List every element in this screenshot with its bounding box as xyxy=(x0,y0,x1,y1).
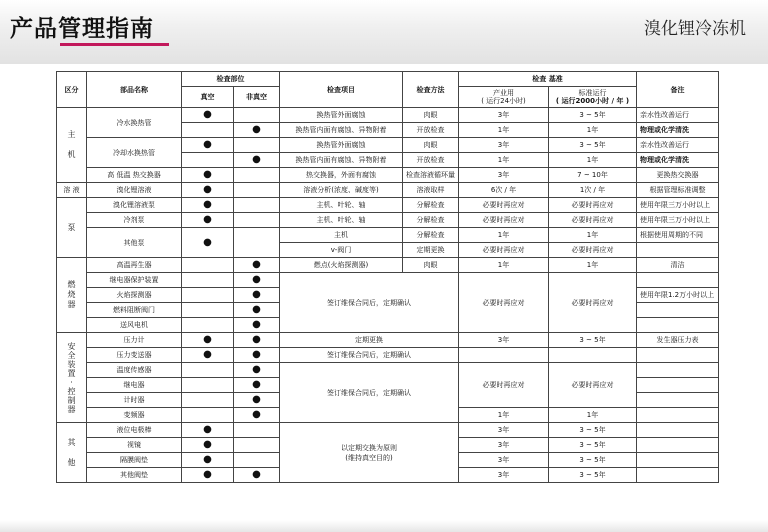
vacuum-dot: ● xyxy=(182,348,234,363)
normal-value: 1年 xyxy=(549,228,637,243)
normal-empty xyxy=(549,348,637,363)
industrial-value: 1年 xyxy=(459,408,549,423)
industrial-value: 1年 xyxy=(459,123,549,138)
nonvacuum-empty xyxy=(234,213,280,228)
vacuum-dot: ● xyxy=(182,168,234,183)
part-name: 冷剂泵 xyxy=(87,213,182,228)
normal-value: 1年 xyxy=(549,408,637,423)
check-item: 主机、叶轮、轴 xyxy=(280,213,403,228)
check-method: 肉眼 xyxy=(403,138,459,153)
industrial-value: 3年 xyxy=(459,168,549,183)
vacuum-dot: ● xyxy=(182,183,234,198)
check-item: 换热管外面腐蚀 xyxy=(280,108,403,123)
header-location: 检查部位 xyxy=(182,72,280,87)
table-row xyxy=(57,333,719,348)
part-name: 其他阀垫 xyxy=(87,468,182,483)
table-row xyxy=(57,363,719,378)
remark-empty xyxy=(637,378,719,393)
industrial-value: 3年 xyxy=(459,453,549,468)
header-industrial-sub: ( 运行24小时) xyxy=(481,97,526,105)
vacuum-dot: ● xyxy=(182,333,234,348)
check-item: 换热管内面有腐蚀、异物附着 xyxy=(280,123,403,138)
remark-empty xyxy=(637,363,719,378)
vacuum-empty xyxy=(182,408,234,423)
remark-empty xyxy=(637,408,719,423)
part-name: 继电器保护装置 xyxy=(87,273,182,288)
check-item: 签订维保合同后，定期确认 xyxy=(280,348,459,363)
vacuum-empty xyxy=(182,123,234,138)
industrial-empty xyxy=(459,348,549,363)
nonvacuum-dot: ● xyxy=(234,378,280,393)
industrial-value: 3年 xyxy=(459,423,549,438)
part-name: 送风电机 xyxy=(87,318,182,333)
normal-value: 3 ~ 5年 xyxy=(549,108,637,123)
header-remark: 备注 xyxy=(637,72,719,108)
part-name: 压力变送器 xyxy=(87,348,182,363)
check-item: 燃点(火焰探测器) xyxy=(280,258,403,273)
remark: 发生器压力表 xyxy=(637,333,719,348)
header-normal-sub: ( 运行2000小时 / 年 ) xyxy=(555,97,630,105)
normal-value: 3 ~ 5年 xyxy=(549,423,637,438)
check-item: 主机 xyxy=(280,228,403,243)
part-name: 高 低温 热交换器 xyxy=(87,168,182,183)
check-method: 开放检查 xyxy=(403,153,459,168)
remark-empty xyxy=(637,303,719,318)
normal-value: 1年 xyxy=(549,153,637,168)
vacuum-empty xyxy=(182,153,234,168)
check-item: 热交换器，外面有腐蚀 xyxy=(280,168,403,183)
check-method: 分解检查 xyxy=(403,198,459,213)
normal-value: 3 ~ 5年 xyxy=(549,453,637,468)
control-normal: 必要时再应对 xyxy=(549,363,637,408)
normal-value: 1年 xyxy=(549,258,637,273)
header-item: 检查项目 xyxy=(280,72,403,108)
table-row xyxy=(57,348,719,363)
check-method: 开放检查 xyxy=(403,123,459,138)
industrial-value: 3年 xyxy=(459,438,549,453)
nonvacuum-empty xyxy=(234,438,280,453)
vacuum-dot: ● xyxy=(182,228,234,258)
nonvacuum-dot: ● xyxy=(234,348,280,363)
table-row xyxy=(57,258,719,273)
control-check-item: 签订维保合同后，定期确认 xyxy=(280,363,459,423)
table-row xyxy=(57,273,719,288)
nonvacuum-empty xyxy=(234,198,280,213)
check-method: 肉眼 xyxy=(403,108,459,123)
burner-normal: 必要时再应对 xyxy=(549,273,637,333)
table-row xyxy=(57,423,719,438)
remark: 亲水性改善运行 xyxy=(637,138,719,153)
remark: 清洁 xyxy=(637,258,719,273)
industrial-value: 必要时再应对 xyxy=(459,198,549,213)
control-industrial: 必要时再应对 xyxy=(459,363,549,408)
vacuum-dot: ● xyxy=(182,468,234,483)
nonvacuum-dot: ● xyxy=(234,333,280,348)
normal-value: 1次 / 年 xyxy=(549,183,637,198)
remark: 物理或化学清洗 xyxy=(637,153,719,168)
vacuum-dot: ● xyxy=(182,438,234,453)
remark: 使用年限三万小时以上 xyxy=(637,213,719,228)
part-name: 温度传感器 xyxy=(87,363,182,378)
normal-value: 3 ~ 5年 xyxy=(549,468,637,483)
check-method: 定期更换 xyxy=(403,243,459,258)
remark: 根据使用周期的不同 xyxy=(637,228,719,243)
normal-value: 3 ~ 5年 xyxy=(549,438,637,453)
vacuum-empty xyxy=(182,363,234,378)
remark-empty xyxy=(637,453,719,468)
part-name: 高温再生器 xyxy=(87,258,182,273)
check-method: 检查溶液循环量 xyxy=(403,168,459,183)
part-name: 隔膜阀垫 xyxy=(87,453,182,468)
normal-value: 必要时再应对 xyxy=(549,213,637,228)
industrial-value: 3年 xyxy=(459,468,549,483)
normal-value: 1年 xyxy=(549,123,637,138)
nonvacuum-dot: ● xyxy=(234,408,280,423)
header-method: 检查方法 xyxy=(403,72,459,108)
nonvacuum-empty xyxy=(234,183,280,198)
vacuum-empty xyxy=(182,318,234,333)
check-method: 肉眼 xyxy=(403,258,459,273)
check-method: 分解检查 xyxy=(403,213,459,228)
remark: 使用年限三万小时以上 xyxy=(637,198,719,213)
header-standard: 检查 基准 xyxy=(459,72,637,87)
remark-empty xyxy=(637,468,719,483)
remark: 更换热交换器 xyxy=(637,168,719,183)
remark: 根据管理标准调整 xyxy=(637,183,719,198)
vacuum-empty xyxy=(182,303,234,318)
industrial-value: 1年 xyxy=(459,153,549,168)
nonvacuum-dot: ● xyxy=(234,318,280,333)
group-other: 其 他 xyxy=(57,423,87,483)
group-burner: 燃 烧 器 xyxy=(57,258,87,333)
page-title: 产品管理指南 xyxy=(10,16,154,42)
part-name: 冷水换热管 xyxy=(87,108,182,138)
vacuum-empty xyxy=(182,378,234,393)
nonvacuum-empty xyxy=(234,168,280,183)
nonvacuum-dot: ● xyxy=(234,123,280,138)
nonvacuum-empty xyxy=(234,138,280,153)
part-name: 变频器 xyxy=(87,408,182,423)
part-name: 火焰探测器 xyxy=(87,288,182,303)
vacuum-empty xyxy=(182,258,234,273)
table-row xyxy=(57,213,719,228)
nonvacuum-empty xyxy=(234,453,280,468)
remark-empty xyxy=(637,243,719,258)
burner-check-item: 签订维保合同后，定期确认 xyxy=(280,273,459,333)
nonvacuum-empty xyxy=(234,108,280,123)
remark-empty xyxy=(637,318,719,333)
check-item: 换热管外面腐蚀 xyxy=(280,138,403,153)
group-pump: 泵 xyxy=(57,198,87,258)
vacuum-empty xyxy=(182,393,234,408)
maintenance-table xyxy=(56,71,719,483)
nonvacuum-dot: ● xyxy=(234,303,280,318)
nonvacuum-dot: ● xyxy=(234,363,280,378)
nonvacuum-dot: ● xyxy=(234,468,280,483)
industrial-value: 1年 xyxy=(459,258,549,273)
part-name: 溴化锂溶液泵 xyxy=(87,198,182,213)
page-footer xyxy=(0,520,768,532)
table-row xyxy=(57,168,719,183)
nonvacuum-empty xyxy=(234,423,280,438)
nonvacuum-empty xyxy=(234,228,280,258)
part-name: 燃料阻断阀门 xyxy=(87,303,182,318)
group-main: 主 机 xyxy=(57,108,87,183)
part-name: 继电器 xyxy=(87,378,182,393)
table-row xyxy=(57,138,719,153)
header-nonvacuum: 非真空 xyxy=(234,87,280,108)
vacuum-dot: ● xyxy=(182,198,234,213)
normal-value: 必要时再应对 xyxy=(549,243,637,258)
remark-empty xyxy=(637,438,719,453)
header-normal xyxy=(549,87,637,108)
industrial-value: 1年 xyxy=(459,228,549,243)
nonvacuum-dot: ● xyxy=(234,153,280,168)
industrial-value: 3年 xyxy=(459,333,549,348)
normal-value: 必要时再应对 xyxy=(549,198,637,213)
vacuum-empty xyxy=(182,288,234,303)
nonvacuum-dot: ● xyxy=(234,273,280,288)
table-row xyxy=(57,228,719,243)
part-name: 计时器 xyxy=(87,393,182,408)
table-row xyxy=(57,183,719,198)
normal-value: 3 ~ 5年 xyxy=(549,333,637,348)
part-name: 其他泵 xyxy=(87,228,182,258)
vacuum-dot: ● xyxy=(182,423,234,438)
vacuum-dot: ● xyxy=(182,213,234,228)
nonvacuum-dot: ● xyxy=(234,393,280,408)
vacuum-dot: ● xyxy=(182,453,234,468)
check-item: 溶液分析(浓度、碱度等) xyxy=(280,183,403,198)
vacuum-empty xyxy=(182,273,234,288)
part-name: 冷却水换热管 xyxy=(87,138,182,168)
check-item: 换热管内面有腐蚀、异物附着 xyxy=(280,153,403,168)
industrial-value: 3年 xyxy=(459,138,549,153)
check-item: 定期更换 xyxy=(280,333,459,348)
industrial-value: 3年 xyxy=(459,108,549,123)
table-row xyxy=(57,108,719,123)
nonvacuum-dot: ● xyxy=(234,288,280,303)
title-underline xyxy=(60,43,169,46)
header-row-1 xyxy=(57,72,719,87)
part-name: 视镜 xyxy=(87,438,182,453)
industrial-value: 必要时再应对 xyxy=(459,243,549,258)
part-name: 液位电极棒 xyxy=(87,423,182,438)
header-industrial-label: 产业用 xyxy=(493,89,514,97)
remark-empty xyxy=(637,273,719,288)
check-method: 分解检查 xyxy=(403,228,459,243)
burner-industrial: 必要时再应对 xyxy=(459,273,549,333)
header-region: 区分 xyxy=(57,72,87,108)
remark: 使用年限1.2万小时以上 xyxy=(637,288,719,303)
remark: 亲水性改善运行 xyxy=(637,108,719,123)
remark: 物理或化学清洗 xyxy=(637,123,719,138)
header-normal-label: 标准运行 xyxy=(578,89,607,97)
header-part: 部品名称 xyxy=(87,72,182,108)
normal-value: 3 ~ 5年 xyxy=(549,138,637,153)
vacuum-dot: ● xyxy=(182,108,234,123)
table-row xyxy=(57,198,719,213)
group-solution: 溶 液 xyxy=(57,183,87,198)
check-method: 溶液取样 xyxy=(403,183,459,198)
check-item: 主机、叶轮、轴 xyxy=(280,198,403,213)
remark-empty xyxy=(637,423,719,438)
nonvacuum-dot: ● xyxy=(234,258,280,273)
part-name: 溴化锂溶液 xyxy=(87,183,182,198)
other-check-item: 以定期交换为原则 (维持真空目的) xyxy=(280,423,459,483)
remark-empty xyxy=(637,393,719,408)
group-safety: 安 全 装 置 · 控 制 器 xyxy=(57,333,87,423)
industrial-value: 6次 / 年 xyxy=(459,183,549,198)
industrial-value: 必要时再应对 xyxy=(459,213,549,228)
remark-empty xyxy=(637,348,719,363)
normal-value: 7 ~ 10年 xyxy=(549,168,637,183)
check-item: v-阀门 xyxy=(280,243,403,258)
part-name: 压力计 xyxy=(87,333,182,348)
header-industrial xyxy=(459,87,549,108)
header-vacuum: 真空 xyxy=(182,87,234,108)
product-name: 溴化锂冷冻机 xyxy=(644,19,746,39)
vacuum-dot: ● xyxy=(182,138,234,153)
